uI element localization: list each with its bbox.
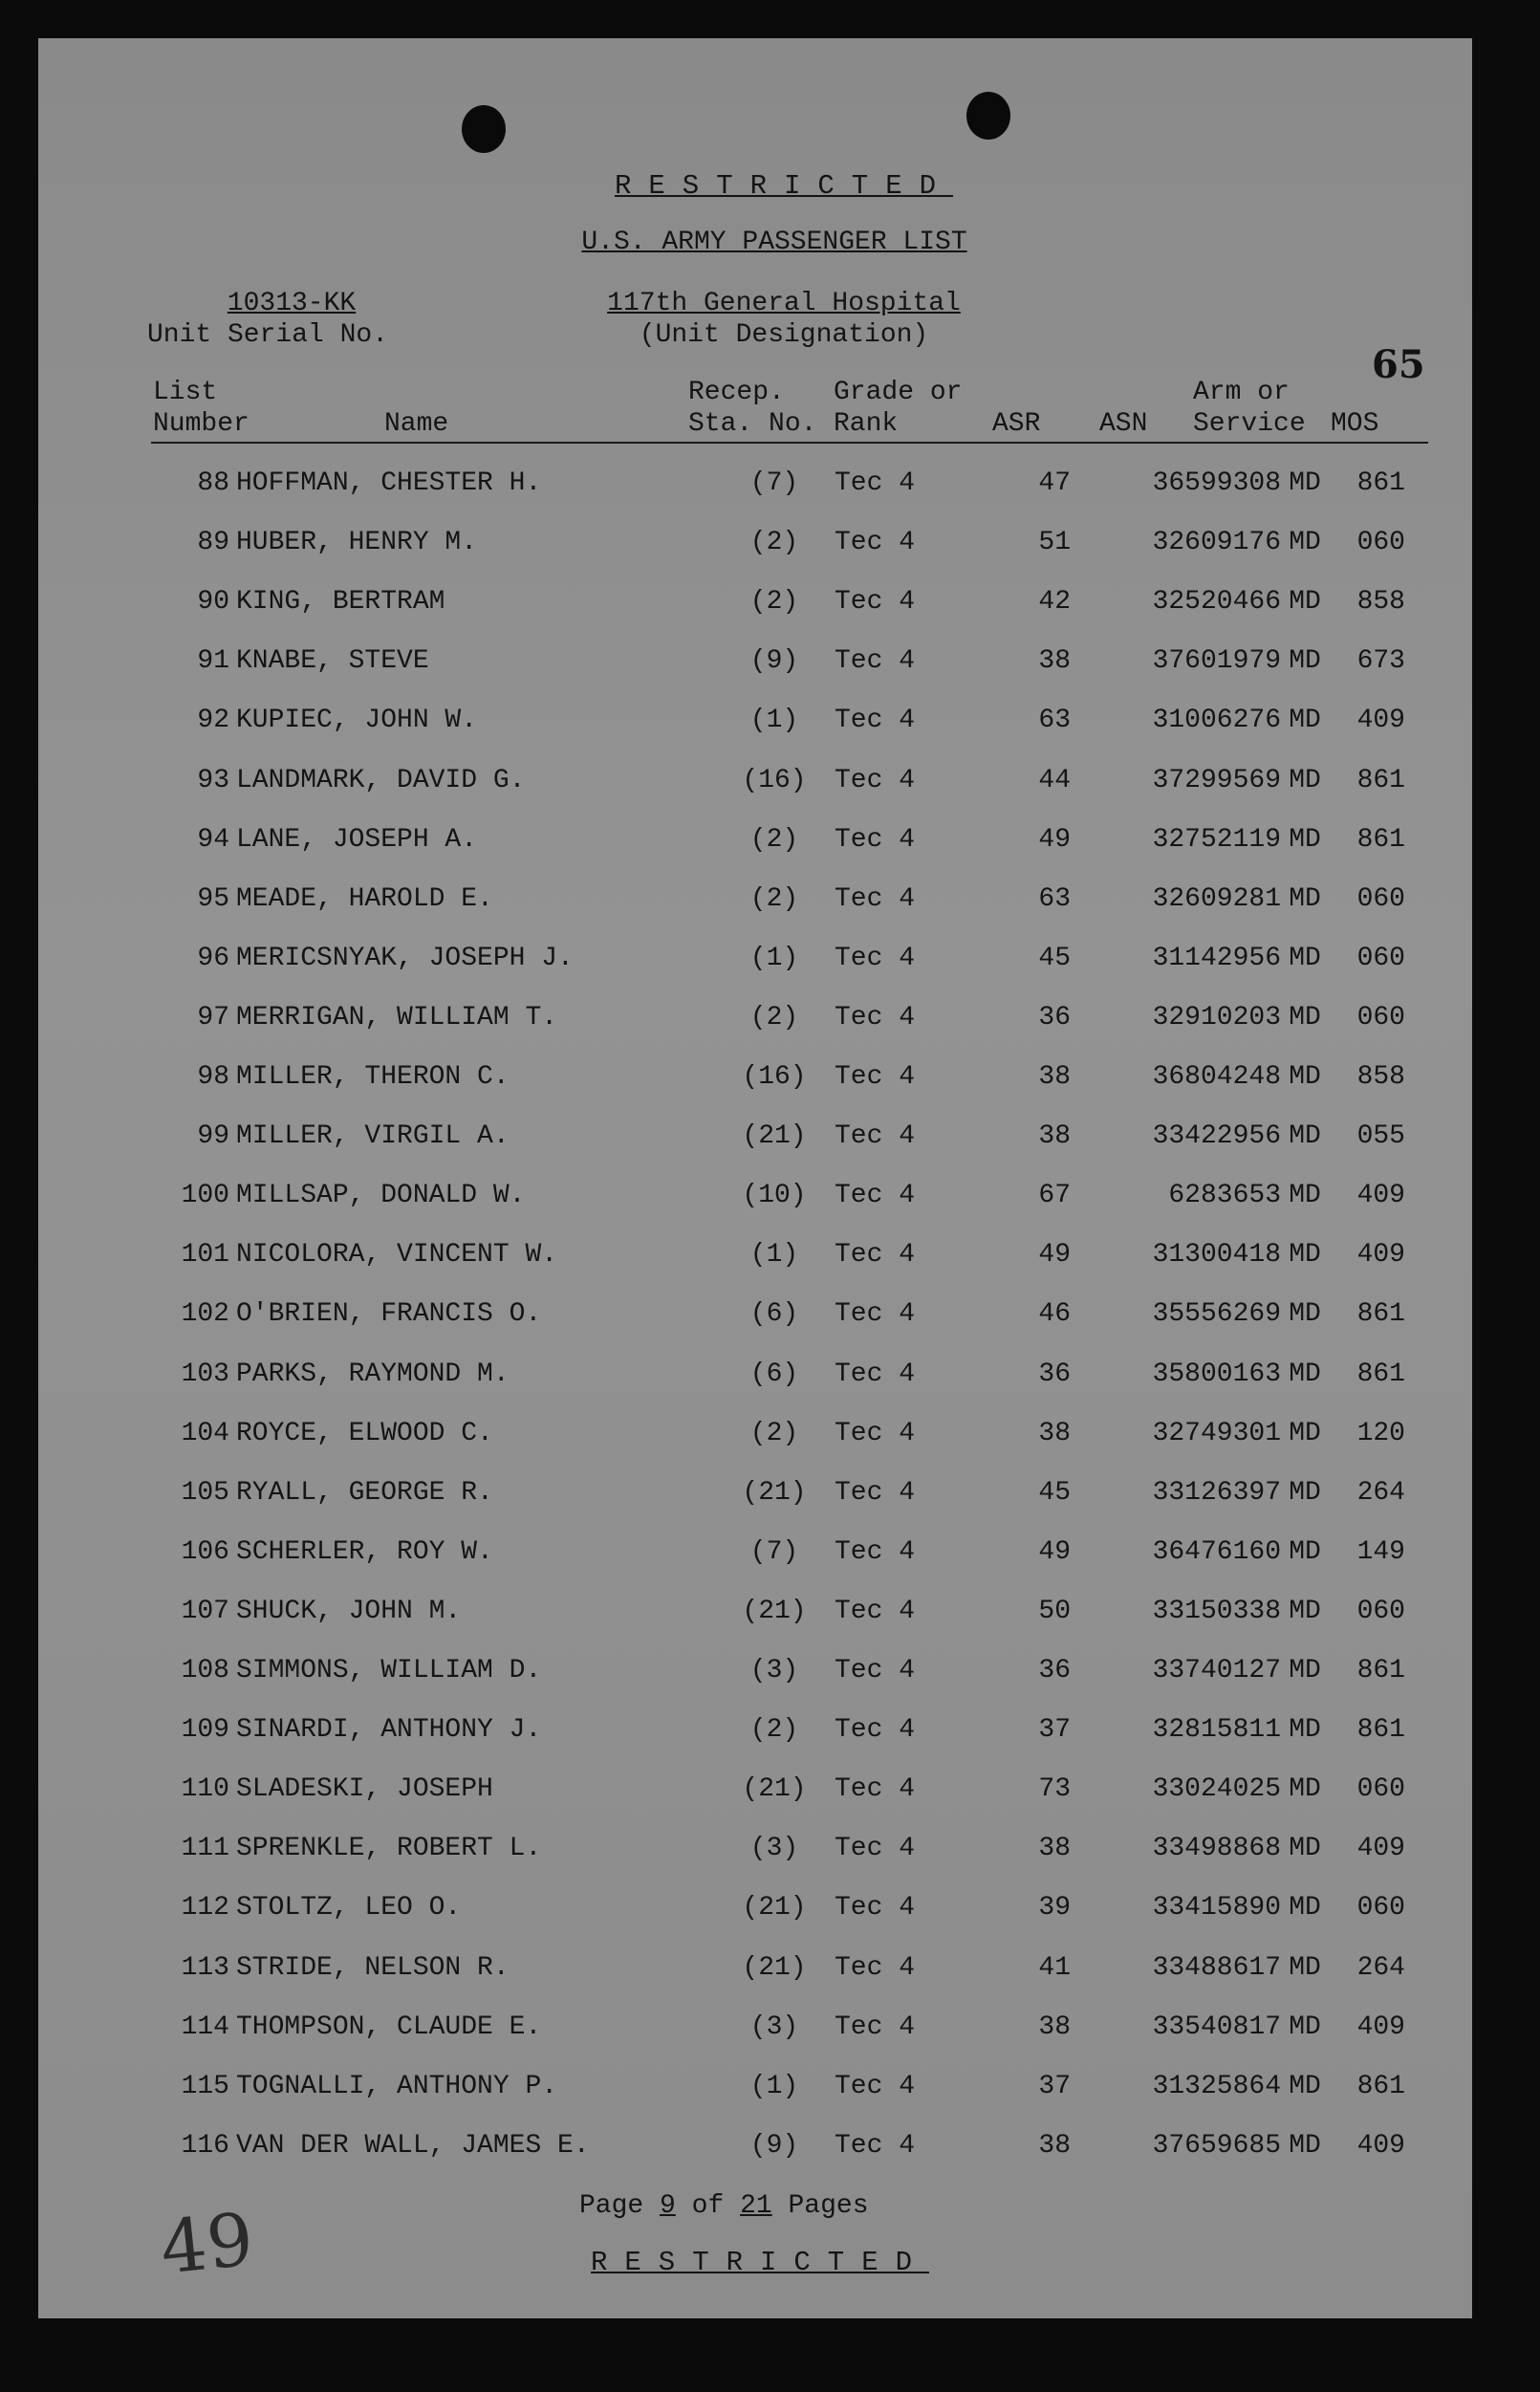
table-row <box>38 1597 1472 1635</box>
unit-serial: 10313-KK <box>227 289 357 318</box>
list-number: 114 <box>181 2011 229 2042</box>
grade-rank: Tec 4 <box>834 1121 915 1152</box>
army-serial-number: 33024025 <box>1152 1774 1281 1805</box>
passenger-name: HUBER, HENRY M. <box>236 528 478 558</box>
grade-rank: Tec 4 <box>834 2130 915 2161</box>
mos-code: 060 <box>1356 1002 1405 1033</box>
passenger-name: HOFFMAN, CHESTER H. <box>236 468 542 498</box>
grade-rank: Tec 4 <box>834 1418 915 1448</box>
mos-code: 858 <box>1356 587 1405 618</box>
list-number: 111 <box>181 1834 229 1864</box>
reception-station: (1) <box>749 1240 799 1271</box>
reception-station: (2) <box>749 528 799 558</box>
unit-designation-label: (Unit Designation) <box>639 320 929 350</box>
reception-station: (6) <box>749 1359 799 1389</box>
mos-code: 264 <box>1356 1952 1405 1983</box>
header-list: List <box>153 378 218 407</box>
list-number: 106 <box>181 1536 229 1567</box>
arm-service: MD <box>1289 1774 1321 1805</box>
grade-rank: Tec 4 <box>834 1062 915 1092</box>
asr-score: 39 <box>1038 1893 1071 1924</box>
mos-code: 861 <box>1356 468 1405 498</box>
reception-station: (21) <box>742 1596 807 1626</box>
mos-code: 861 <box>1356 1299 1405 1330</box>
punch-hole-right <box>966 92 1010 140</box>
arm-service: MD <box>1289 1536 1321 1567</box>
army-serial-number: 37601979 <box>1152 646 1281 677</box>
mos-code: 409 <box>1356 2130 1405 2161</box>
list-number: 103 <box>181 1359 229 1389</box>
restricted-heading: RESTRICTED <box>614 170 954 202</box>
grade-rank: Tec 4 <box>834 1656 915 1685</box>
arm-service: MD <box>1289 1834 1321 1864</box>
arm-service: MD <box>1289 528 1321 558</box>
table-row <box>38 1893 1472 1931</box>
army-serial-number: 37299569 <box>1152 765 1281 795</box>
header-service: Service <box>1193 409 1306 439</box>
header-arm: Arm or <box>1193 378 1290 407</box>
army-serial-number: 31325864 <box>1152 2071 1281 2101</box>
passenger-name: SINARDI, ANTHONY J. <box>236 1715 542 1746</box>
header-sta-no: Sta. No. <box>688 409 817 439</box>
asr-score: 38 <box>1038 1418 1071 1448</box>
reception-station: (7) <box>749 468 799 498</box>
reception-station: (21) <box>742 1477 807 1508</box>
arm-service: MD <box>1289 1062 1321 1092</box>
list-number: 108 <box>181 1656 229 1685</box>
asr-score: 50 <box>1038 1596 1071 1626</box>
passenger-name: SHUCK, JOHN M. <box>236 1596 462 1626</box>
grade-rank: Tec 4 <box>834 1774 915 1805</box>
table-row <box>38 587 1472 625</box>
asr-score: 46 <box>1038 1299 1071 1330</box>
list-title: U.S. ARMY PASSENGER LIST <box>581 228 967 257</box>
asr-score: 49 <box>1038 1536 1071 1567</box>
asr-score: 49 <box>1038 824 1071 855</box>
asr-score: 47 <box>1038 468 1071 498</box>
header-name: Name <box>384 409 449 439</box>
army-serial-number: 33415890 <box>1152 1893 1281 1924</box>
arm-service: MD <box>1289 1002 1321 1033</box>
table-row <box>38 1003 1472 1041</box>
list-number: 97 <box>197 1002 229 1033</box>
table-row <box>38 825 1472 863</box>
table-row <box>38 1240 1472 1278</box>
list-number: 96 <box>197 943 229 973</box>
list-number: 116 <box>181 2130 229 2161</box>
army-serial-number: 33488617 <box>1152 1952 1281 1983</box>
reception-station: (2) <box>749 824 799 855</box>
mos-code: 409 <box>1356 1181 1405 1211</box>
passenger-name: STRIDE, NELSON R. <box>236 1952 510 1983</box>
mos-code: 264 <box>1356 1477 1405 1508</box>
reception-station: (3) <box>749 1656 799 1685</box>
passenger-name: MILLER, THERON C. <box>236 1062 510 1092</box>
army-serial-number: 32609281 <box>1152 883 1281 914</box>
passenger-name: SPRENKLE, ROBERT L. <box>236 1834 542 1864</box>
asr-score: 37 <box>1038 1715 1071 1746</box>
reception-station: (10) <box>742 1181 807 1211</box>
asr-score: 38 <box>1038 2011 1071 2042</box>
list-number: 101 <box>181 1240 229 1271</box>
grade-rank: Tec 4 <box>834 765 915 795</box>
passenger-name: MILLER, VIRGIL A. <box>236 1121 510 1152</box>
passenger-name: NICOLORA, VINCENT W. <box>236 1240 558 1271</box>
reception-station: (2) <box>749 1715 799 1746</box>
reception-station: (21) <box>742 1893 807 1924</box>
army-serial-number: 31006276 <box>1152 706 1281 736</box>
passenger-name: MEADE, HAROLD E. <box>236 883 493 914</box>
army-serial-number: 36476160 <box>1152 1536 1281 1567</box>
asr-score: 36 <box>1038 1002 1071 1033</box>
asr-score: 49 <box>1038 1240 1071 1271</box>
reception-station: (1) <box>749 2071 799 2101</box>
arm-service: MD <box>1289 1477 1321 1508</box>
table-row <box>38 1121 1472 1160</box>
arm-service: MD <box>1289 1893 1321 1924</box>
table-row <box>38 2072 1472 2110</box>
army-serial-number: 36599308 <box>1152 468 1281 498</box>
mos-code: 409 <box>1356 2011 1405 2042</box>
table-row <box>38 1181 1472 1219</box>
mos-code: 060 <box>1356 1893 1405 1924</box>
list-number: 92 <box>197 706 229 736</box>
arm-service: MD <box>1289 1596 1321 1626</box>
arm-service: MD <box>1289 1121 1321 1152</box>
army-serial-number: 32815811 <box>1152 1715 1281 1746</box>
list-number: 110 <box>181 1774 229 1805</box>
mos-code: 409 <box>1356 1240 1405 1271</box>
passenger-name: MILLSAP, DONALD W. <box>236 1181 526 1211</box>
army-serial-number: 33126397 <box>1152 1477 1281 1508</box>
reception-station: (21) <box>742 1774 807 1805</box>
arm-service: MD <box>1289 2011 1321 2042</box>
grade-rank: Tec 4 <box>834 1299 915 1330</box>
mos-code: 060 <box>1356 528 1405 558</box>
list-number: 100 <box>181 1181 229 1211</box>
grade-rank: Tec 4 <box>834 2011 915 2042</box>
table-row <box>38 2131 1472 2169</box>
mos-code: 060 <box>1356 1774 1405 1805</box>
passenger-name: TOGNALLI, ANTHONY P. <box>236 2071 558 2101</box>
asr-score: 36 <box>1038 1656 1071 1685</box>
army-serial-number: 35556269 <box>1152 1299 1281 1330</box>
asr-score: 45 <box>1038 1477 1071 1508</box>
list-number: 98 <box>197 1062 229 1092</box>
arm-service: MD <box>1289 2130 1321 2161</box>
reception-station: (2) <box>749 883 799 914</box>
grade-rank: Tec 4 <box>834 2071 915 2101</box>
arm-service: MD <box>1289 1952 1321 1983</box>
list-number: 89 <box>197 528 229 558</box>
mos-code: 060 <box>1356 883 1405 914</box>
mos-code: 409 <box>1356 706 1405 736</box>
reception-station: (2) <box>749 1002 799 1033</box>
list-number: 109 <box>181 1715 229 1746</box>
arm-service: MD <box>1289 883 1321 914</box>
army-serial-number: 31300418 <box>1152 1240 1281 1271</box>
arm-service: MD <box>1289 1359 1321 1389</box>
grade-rank: Tec 4 <box>834 587 915 618</box>
asr-score: 63 <box>1038 706 1071 736</box>
arm-service: MD <box>1289 1181 1321 1211</box>
arm-service: MD <box>1289 1715 1321 1746</box>
army-serial-number: 36804248 <box>1152 1062 1281 1092</box>
mos-code: 861 <box>1356 765 1405 795</box>
mos-code: 060 <box>1356 943 1405 973</box>
list-number: 105 <box>181 1477 229 1508</box>
page-suffix: Pages <box>788 2191 869 2221</box>
asr-score: 44 <box>1038 765 1071 795</box>
asr-score: 42 <box>1038 587 1071 618</box>
reception-station: (9) <box>749 646 799 677</box>
asr-score: 38 <box>1038 1121 1071 1152</box>
grade-rank: Tec 4 <box>834 1952 915 1983</box>
mos-code: 060 <box>1356 1596 1405 1626</box>
list-number: 88 <box>197 468 229 498</box>
passenger-name: MERICSNYAK, JOSEPH J. <box>236 943 574 973</box>
passenger-name: LANE, JOSEPH A. <box>236 824 478 855</box>
passenger-name: PARKS, RAYMOND M. <box>236 1359 510 1389</box>
table-row <box>38 1478 1472 1516</box>
reception-station: (2) <box>749 587 799 618</box>
arm-service: MD <box>1289 765 1321 795</box>
table-row <box>38 766 1472 804</box>
army-serial-number: 33422956 <box>1152 1121 1281 1152</box>
page-number: 9 <box>660 2191 676 2221</box>
asr-score: 63 <box>1038 883 1071 914</box>
table-row <box>38 1715 1472 1753</box>
asr-score: 51 <box>1038 528 1071 558</box>
punch-hole-left <box>462 105 506 153</box>
arm-service: MD <box>1289 1418 1321 1448</box>
list-number: 93 <box>197 765 229 795</box>
arm-service: MD <box>1289 1299 1321 1330</box>
grade-rank: Tec 4 <box>834 1181 915 1211</box>
reception-station: (6) <box>749 1299 799 1330</box>
arm-service: MD <box>1289 587 1321 618</box>
asr-score: 41 <box>1038 1952 1071 1983</box>
arm-service: MD <box>1289 824 1321 855</box>
army-serial-number: 33150338 <box>1152 1596 1281 1626</box>
list-number: 94 <box>197 824 229 855</box>
page-of: of <box>691 2191 725 2221</box>
header-recep: Recep. <box>688 378 785 407</box>
passenger-name: SLADESKI, JOSEPH <box>236 1774 493 1805</box>
arm-service: MD <box>1289 943 1321 973</box>
handwritten-note: 49 <box>156 2196 258 2291</box>
asr-score: 38 <box>1038 1062 1071 1092</box>
army-serial-number: 33740127 <box>1152 1656 1281 1685</box>
header-mos: MOS <box>1331 409 1379 439</box>
header-asr: ASR <box>992 409 1041 439</box>
list-number: 90 <box>197 587 229 618</box>
table-row <box>38 528 1472 566</box>
mos-code: 861 <box>1356 1715 1405 1746</box>
table-row <box>38 1537 1472 1576</box>
asr-score: 36 <box>1038 1359 1071 1389</box>
table-row <box>38 1656 1472 1694</box>
grade-rank: Tec 4 <box>834 943 915 973</box>
grade-rank: Tec 4 <box>834 1002 915 1033</box>
asr-score: 45 <box>1038 943 1071 973</box>
restricted-footer: RESTRICTED <box>590 2247 930 2278</box>
page-prefix: Page <box>579 2191 644 2221</box>
army-serial-number: 33540817 <box>1152 2011 1281 2042</box>
mos-code: 409 <box>1356 1834 1405 1864</box>
table-row <box>38 468 1472 507</box>
mos-code: 055 <box>1356 1121 1405 1152</box>
passenger-name: KUPIEC, JOHN W. <box>236 706 478 736</box>
passenger-name: STOLTZ, LEO O. <box>236 1893 462 1924</box>
grade-rank: Tec 4 <box>834 1359 915 1389</box>
grade-rank: Tec 4 <box>834 528 915 558</box>
army-serial-number: 32752119 <box>1152 824 1281 855</box>
header-rule <box>151 442 1428 444</box>
reception-station: (3) <box>749 2011 799 2042</box>
table-row <box>38 1359 1472 1398</box>
asr-score: 38 <box>1038 646 1071 677</box>
reception-station: (21) <box>742 1121 807 1152</box>
mos-code: 861 <box>1356 2071 1405 2101</box>
page-total: 21 <box>740 2191 772 2221</box>
passenger-name: VAN DER WALL, JAMES E. <box>236 2130 590 2161</box>
list-number: 102 <box>181 1299 229 1330</box>
table-row <box>38 944 1472 982</box>
document-page <box>38 38 1472 2318</box>
list-number: 91 <box>197 646 229 677</box>
asr-score: 38 <box>1038 2130 1071 2161</box>
reception-station: (1) <box>749 706 799 736</box>
passenger-name: O'BRIEN, FRANCIS O. <box>236 1299 542 1330</box>
army-serial-number: 32520466 <box>1152 587 1281 618</box>
army-serial-number: 32609176 <box>1152 528 1281 558</box>
arm-service: MD <box>1289 1656 1321 1685</box>
reception-station: (7) <box>749 1536 799 1567</box>
passenger-name: SIMMONS, WILLIAM D. <box>236 1656 542 1685</box>
reception-station: (2) <box>749 1418 799 1448</box>
mos-code: 861 <box>1356 1656 1405 1685</box>
grade-rank: Tec 4 <box>834 1240 915 1271</box>
table-row <box>38 2012 1472 2051</box>
arm-service: MD <box>1289 646 1321 677</box>
table-row <box>38 1299 1472 1337</box>
passenger-name: KING, BERTRAM <box>236 587 445 618</box>
list-number: 113 <box>181 1952 229 1983</box>
grade-rank: Tec 4 <box>834 1477 915 1508</box>
army-serial-number: 33498868 <box>1152 1834 1281 1864</box>
header-asn: ASN <box>1099 409 1148 439</box>
army-serial-number: 31142956 <box>1152 943 1281 973</box>
list-number: 115 <box>181 2071 229 2101</box>
arm-service: MD <box>1289 706 1321 736</box>
list-number: 95 <box>197 883 229 914</box>
army-serial-number: 6283653 <box>1168 1181 1281 1211</box>
reception-station: (3) <box>749 1834 799 1864</box>
passenger-name: THOMPSON, CLAUDE E. <box>236 2011 542 2042</box>
header-number: Number <box>153 409 249 439</box>
mos-code: 673 <box>1356 646 1405 677</box>
passenger-name: ROYCE, ELWOOD C. <box>236 1418 493 1448</box>
army-serial-number: 37659685 <box>1152 2130 1281 2161</box>
table-row <box>38 1953 1472 1991</box>
asr-score: 38 <box>1038 1834 1071 1864</box>
unit-serial-label: Unit Serial No. <box>146 320 389 350</box>
header-grade: Grade or <box>834 378 963 407</box>
mos-code: 861 <box>1356 824 1405 855</box>
grade-rank: Tec 4 <box>834 1536 915 1567</box>
arm-service: MD <box>1289 1240 1321 1271</box>
grade-rank: Tec 4 <box>834 1893 915 1924</box>
reception-station: (1) <box>749 943 799 973</box>
passenger-name: MERRIGAN, WILLIAM T. <box>236 1002 558 1033</box>
grade-rank: Tec 4 <box>834 1834 915 1864</box>
table-row <box>38 1419 1472 1457</box>
mos-code: 149 <box>1356 1536 1405 1567</box>
reception-station: (21) <box>742 1952 807 1983</box>
passenger-name: RYALL, GEORGE R. <box>236 1477 493 1508</box>
passenger-name: KNABE, STEVE <box>236 646 429 677</box>
grade-rank: Tec 4 <box>834 1715 915 1746</box>
passenger-name: LANDMARK, DAVID G. <box>236 765 526 795</box>
mos-code: 858 <box>1356 1062 1405 1092</box>
mos-code: 120 <box>1356 1418 1405 1448</box>
grade-rank: Tec 4 <box>834 824 915 855</box>
army-serial-number: 32749301 <box>1152 1418 1281 1448</box>
grade-rank: Tec 4 <box>834 646 915 677</box>
list-number: 112 <box>181 1893 229 1924</box>
list-number: 107 <box>181 1596 229 1626</box>
asr-score: 73 <box>1038 1774 1071 1805</box>
reception-station: (16) <box>742 765 807 795</box>
mos-code: 861 <box>1356 1359 1405 1389</box>
table-row <box>38 1062 1472 1100</box>
reception-station: (16) <box>742 1062 807 1092</box>
army-serial-number: 35800163 <box>1152 1359 1281 1389</box>
grade-rank: Tec 4 <box>834 883 915 914</box>
table-row <box>38 646 1472 685</box>
table-row <box>38 1774 1472 1813</box>
page-stamp: 65 <box>1372 342 1425 387</box>
table-row <box>38 706 1472 744</box>
table-row <box>38 1834 1472 1872</box>
list-number: 99 <box>197 1121 229 1152</box>
unit-designation: 117th General Hospital <box>607 289 961 318</box>
reception-station: (9) <box>749 2130 799 2161</box>
arm-service: MD <box>1289 2071 1321 2101</box>
passenger-name: SCHERLER, ROY W. <box>236 1536 493 1567</box>
page-indicator <box>579 2191 869 2221</box>
table-row <box>38 884 1472 923</box>
asr-score: 67 <box>1038 1181 1071 1211</box>
grade-rank: Tec 4 <box>834 468 915 498</box>
grade-rank: Tec 4 <box>834 1596 915 1626</box>
header-rank: Rank <box>834 409 899 439</box>
list-number: 104 <box>181 1418 229 1448</box>
army-serial-number: 32910203 <box>1152 1002 1281 1033</box>
asr-score: 37 <box>1038 2071 1071 2101</box>
arm-service: MD <box>1289 468 1321 498</box>
grade-rank: Tec 4 <box>834 706 915 736</box>
